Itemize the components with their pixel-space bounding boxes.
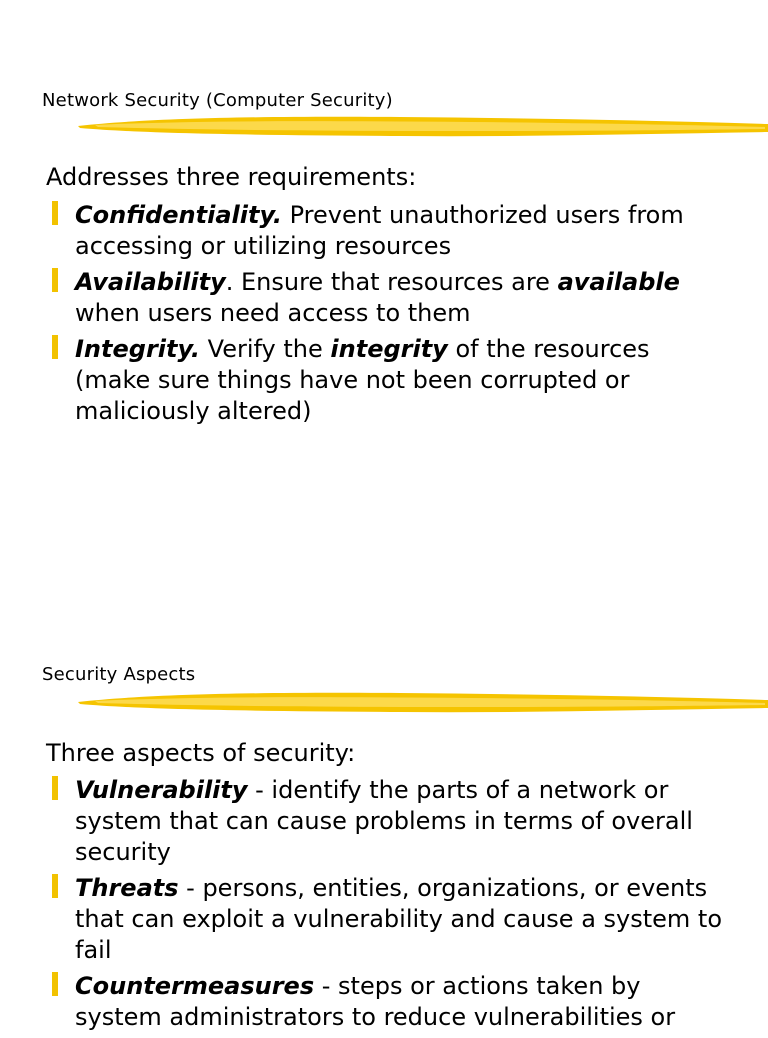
bullet-marker <box>52 268 58 292</box>
intro-text: Three aspects of security: <box>46 739 356 767</box>
bullet-term-emphasis: integrity <box>330 335 448 363</box>
bullet-term-emphasis: available <box>557 268 680 296</box>
bullet-list <box>46 200 726 432</box>
yellow-brush-divider <box>0 688 768 718</box>
bullet-term: Integrity. <box>75 335 201 363</box>
bullet-text-continued: of the resources (make sure things have not been corrupted or maliciously altered) <box>75 335 650 425</box>
bullet-list <box>46 775 726 1038</box>
bullet-text: Prevent unauthorized users from accessing or utilizing resources <box>75 201 684 260</box>
bullet-text: - identify the parts of a network or system that can cause problems in terms of overall security <box>75 776 693 866</box>
bullet-text: - persons, entities, organizations, or events that can exploit a vulnerability and cause a system to fail <box>75 874 723 964</box>
slide-title: Network Security (Computer Security) <box>42 90 393 111</box>
bullet-marker <box>52 335 58 359</box>
bullet-text-continued: when users need access to them <box>75 299 471 327</box>
bullet-marker <box>52 972 58 996</box>
bullet-text: - steps or actions taken by system administrators to reduce vulnerabilities or <box>75 972 676 1031</box>
bullet-marker <box>52 776 58 800</box>
bullet-term: Countermeasures <box>75 972 315 1000</box>
bullet-marker <box>52 874 58 898</box>
list-item <box>46 267 726 329</box>
list-item <box>46 873 726 966</box>
list-item <box>46 334 726 427</box>
bullet-text: Verify the <box>200 335 331 363</box>
list-item <box>46 775 726 868</box>
bullet-term: Threats <box>75 874 179 902</box>
bullet-term: Confidentiality. <box>75 201 282 229</box>
bullet-marker <box>52 201 58 225</box>
intro-text: Addresses three requirements: <box>46 163 417 191</box>
list-item <box>46 200 726 262</box>
bullet-term: Availability <box>75 268 226 296</box>
bullet-text: . Ensure that resources are <box>225 268 558 296</box>
slide-title: Security Aspects <box>42 664 196 685</box>
bullet-term: Vulnerability <box>75 776 248 804</box>
yellow-brush-divider <box>0 112 768 142</box>
